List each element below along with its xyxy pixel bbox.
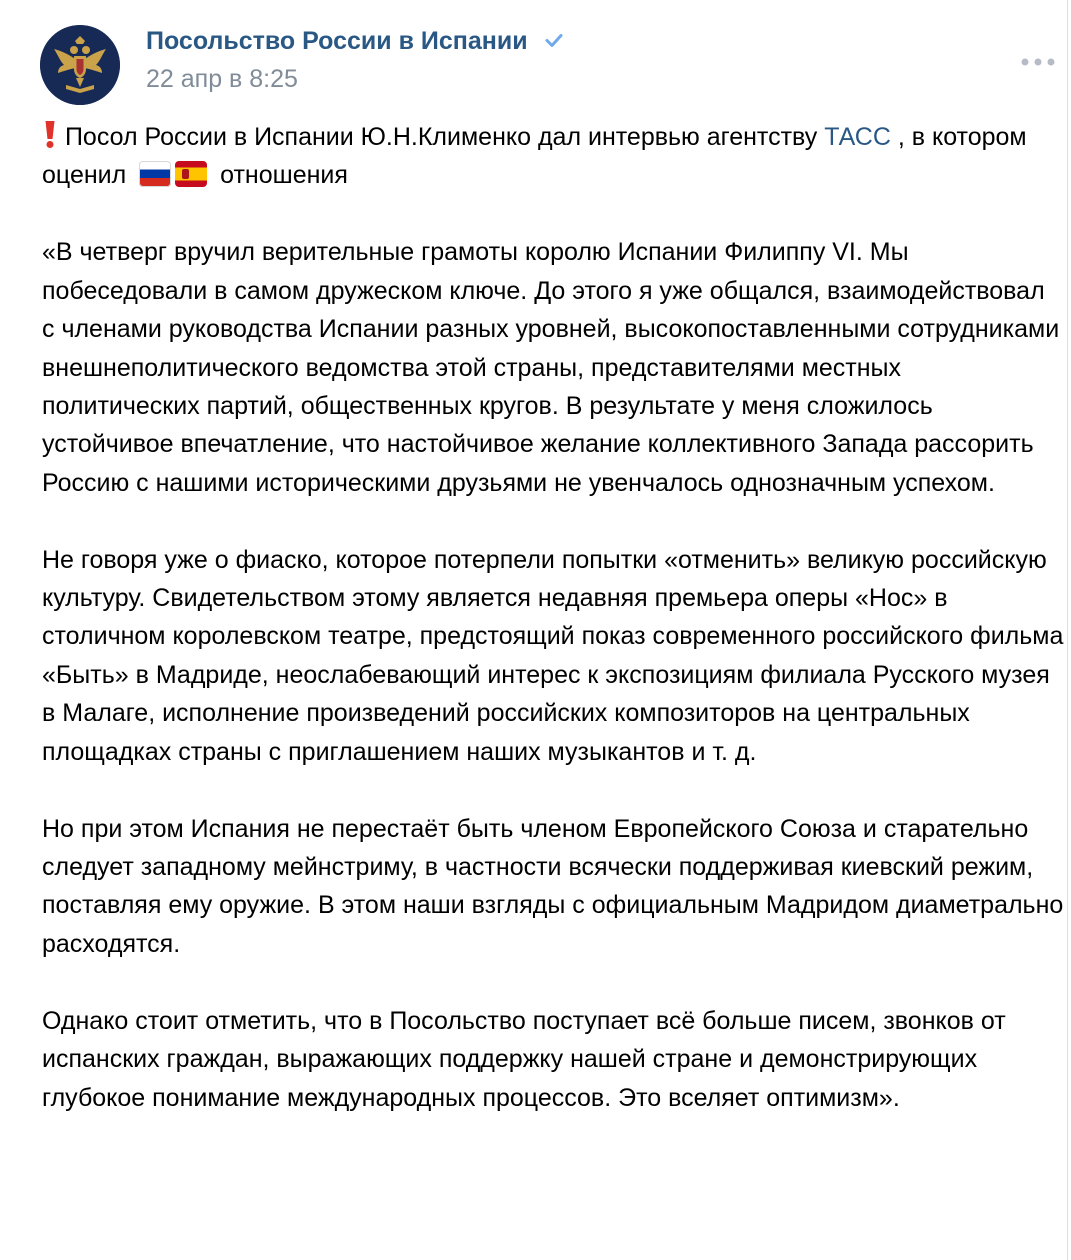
avatar[interactable] xyxy=(40,25,120,105)
paragraph-1-text-continued: , в котором оценил xyxy=(42,123,1027,190)
verified-checkmark-icon xyxy=(543,29,565,51)
post-paragraph-1 xyxy=(42,118,1064,195)
exclamation-icon xyxy=(42,119,58,149)
author-name-text[interactable]: Посольство России в Испании xyxy=(146,27,528,55)
post-paragraph-3: Не говоря уже о фиаско, которое потерпели попытки «отменить» великую российскую культуру. Свидетельством этому является недавняя премьера оперы «Нос» в столичном королевском театре, предстоящий показ современного российского фильма «Быть» в Мадриде, неослабевающий интерес к экспозициям филиала Русского музея в Малаге, исполнение произведений российских композиторов на центральных площадках страны с приглашением наших музыкантов и т. д. xyxy=(42,545,1064,766)
spain-flag-icon xyxy=(175,161,207,187)
russian-eagle-emblem-icon xyxy=(40,25,120,105)
author-name[interactable] xyxy=(146,27,565,56)
more-button[interactable] xyxy=(1018,52,1058,72)
russia-flag-icon xyxy=(139,161,171,187)
post-text xyxy=(42,118,1064,1117)
paragraph-1-text: Посол России в Испании Ю.Н.Клименко дал интервью агентству xyxy=(64,123,818,151)
paragraph-1-text-end: отношения xyxy=(220,161,348,190)
post-paragraph-2: «В четверг вручил верительные грамоты королю Испании Филиппу VI. Мы побеседовали в самом дружеском ключе. До этого я уже общался, взаимодействовал с членами руководства Испании разных уровней, высокопоставленными сотрудниками внешнеполитического ведомства этой страны, представителями местных политических партий, общественных кругов. В результате у меня сложилось устойчивое впечатление, что настойчивое желание коллективного Запада рассорить Россию с нашими историческими друзьями не увенчалось однозначным успехом. xyxy=(42,238,1060,497)
tass-link[interactable]: ТАСС xyxy=(824,123,891,151)
post-date[interactable]: 22 апр в 8:25 xyxy=(146,65,298,93)
post-paragraph-4: Но при этом Испания не перестаёт быть членом Европейского Союза и старательно следует западному мейнстриму, в частности всячески поддерживая киевский режим, поставляя ему оружие. В этом наши взгляды с официальным Мадридом диаметрально расходятся. xyxy=(42,814,1064,958)
more-dots-icon xyxy=(1018,52,1058,72)
post-paragraph-5: Однако стоит отметить, что в Посольство поступает всё больше писем, звонков от испанских граждан, выражающих поддержку нашей стране и демонстрирующих глубокое понимание международных процессов. Это вселяет оптимизм». xyxy=(42,1006,1006,1112)
